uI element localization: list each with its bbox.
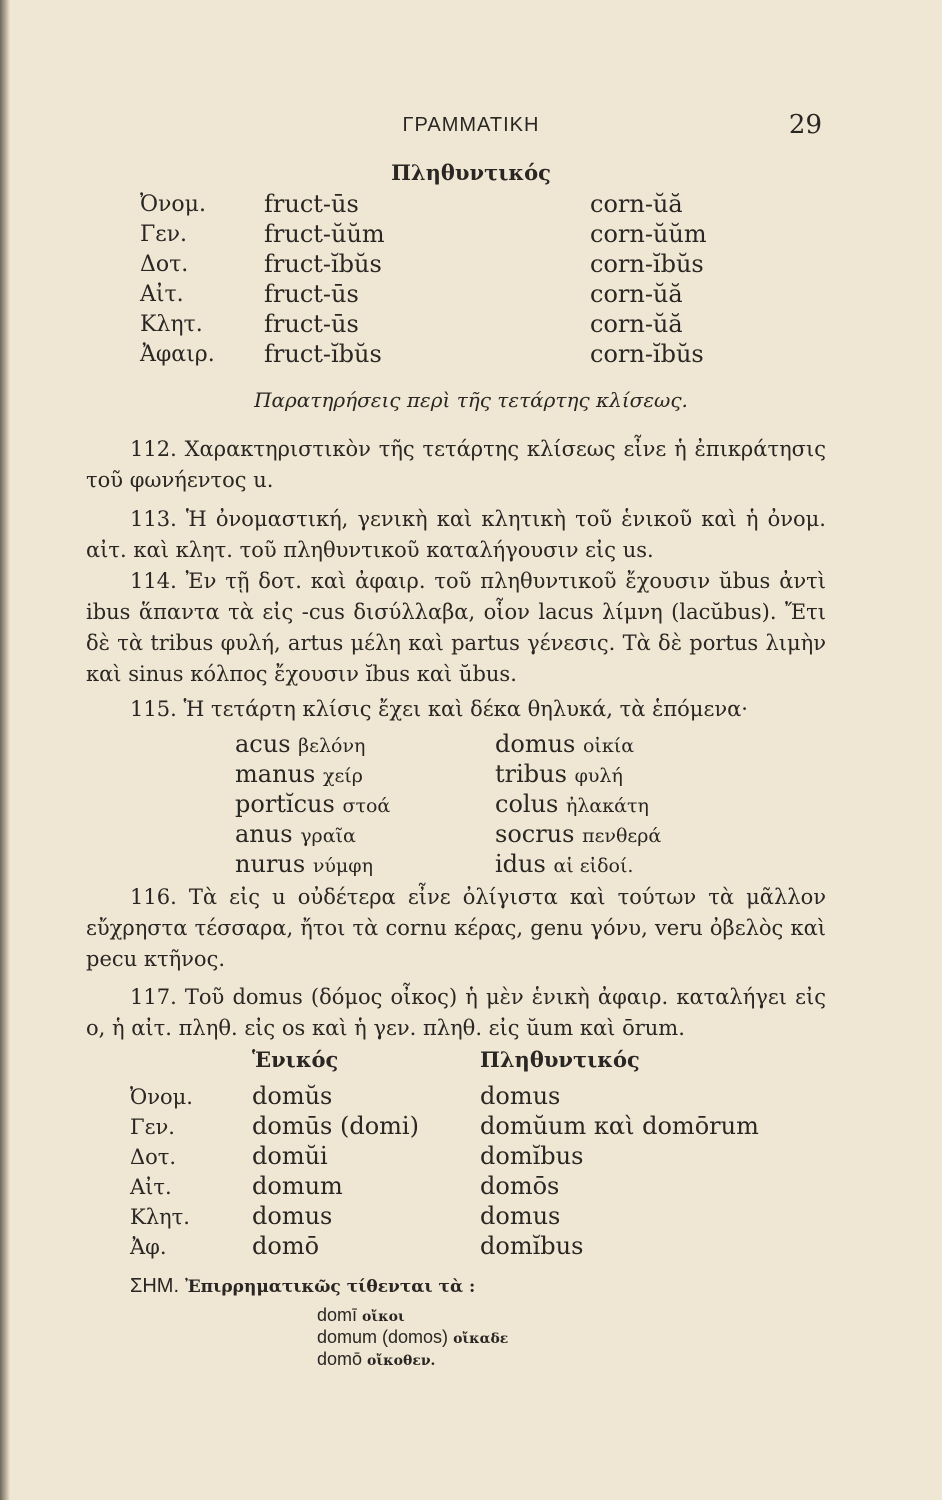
- greek-gloss: οἴκοθεν.: [367, 1353, 436, 1369]
- plural-form: domōs: [480, 1172, 560, 1200]
- paragraph-117: [86, 982, 826, 1044]
- table-row: [130, 1172, 830, 1202]
- greek-gloss: οἴκαδε: [453, 1331, 509, 1347]
- case-label: Γεν.: [130, 1115, 175, 1139]
- case-label: Κλητ.: [130, 1205, 190, 1229]
- table-row: [130, 1082, 830, 1112]
- list-item: [235, 850, 795, 880]
- cornu-form: corn-ĭbŭs: [590, 340, 704, 368]
- fructus-form: fruct-ūs: [264, 190, 359, 218]
- table-row: [130, 1232, 830, 1262]
- fourth-declension-table: [140, 190, 760, 370]
- observations-title: Παρατηρήσεις περὶ τῆς τετάρτης κλίσεως.: [254, 388, 688, 412]
- paragraph-text: Ἐν τῇ δοτ. καὶ ἀφαιρ. τοῦ πληθυντικοῦ ἔχουσιν ŭbus ἀντὶ ibus ἅπαντα τὰ εἰς -cus δισύλλαβα, οἷον lacus λίμνη (lacŭbus). Ἔτι δὲ τὰ tribus φυλή, artus μέλη καὶ partus γένεσις. Τὰ δὲ portus λιμὴν καὶ sinus κόλπος ἔχουσιν ĭbus καὶ ŭbus.: [86, 569, 826, 686]
- domus-table-headings: [0, 1047, 942, 1077]
- fructus-form: fruct-ŭŭm: [264, 220, 385, 248]
- singular-heading: Ἑνικός: [252, 1047, 339, 1072]
- latin-word: domō: [317, 1349, 363, 1369]
- table-row: [140, 340, 760, 370]
- greek-gloss: νύμφη: [312, 855, 373, 877]
- page-header: [0, 110, 942, 144]
- singular-form: domŭi: [252, 1142, 328, 1170]
- note-lines: [317, 1305, 817, 1371]
- latin-word: nurus: [235, 850, 306, 878]
- paragraph-115: [86, 694, 826, 725]
- plural-form: domus: [480, 1202, 561, 1230]
- case-label: Δοτ.: [140, 252, 189, 277]
- case-label: Αἰτ.: [130, 1175, 172, 1199]
- paragraph-116: [86, 882, 826, 975]
- latin-word: socrus: [495, 820, 575, 848]
- list-item: [235, 760, 795, 790]
- cornu-form: corn-ŭă: [590, 190, 683, 218]
- latin-word: tribus: [495, 760, 567, 788]
- list-item: [317, 1327, 817, 1349]
- greek-gloss: οἰκία: [582, 735, 635, 757]
- plural-form: domŭum καὶ domōrum: [480, 1112, 759, 1140]
- list-item: [235, 790, 795, 820]
- table-row: [140, 220, 760, 250]
- singular-form: domō: [252, 1232, 320, 1260]
- singular-form: domŭs: [252, 1082, 333, 1110]
- table-row: [140, 190, 760, 220]
- plural-heading: Πληθυντικός: [480, 1047, 640, 1072]
- latin-word: acus: [235, 730, 291, 758]
- paragraph-text: Τὰ εἰς u οὐδέτερα εἶνε ὀλίγιστα καὶ τούτων τὰ μᾶλλον εὔχρηστα τέσσαρα, ἤτοι τὰ cornu κέρας, genu γόνυ, veru ὀβελὸς καὶ pecu κτῆνος.: [86, 885, 826, 971]
- table-row: [130, 1112, 830, 1142]
- paragraph-113: [86, 504, 826, 566]
- greek-gloss: στοά: [342, 795, 391, 817]
- paragraph-114: [86, 566, 826, 690]
- latin-word: manus: [235, 760, 316, 788]
- fructus-form: fruct-ūs: [264, 310, 359, 338]
- plural-form: domĭbus: [480, 1232, 584, 1260]
- paragraph-number: 116.: [130, 885, 177, 909]
- paragraph-number: 112.: [130, 437, 177, 461]
- paragraph-number: 114.: [130, 569, 177, 593]
- fructus-form: fruct-ūs: [264, 280, 359, 308]
- list-item: [235, 820, 795, 850]
- plural-form: domus: [480, 1082, 561, 1110]
- feminine-nouns-list: [235, 730, 795, 880]
- greek-gloss: οἴκοι: [362, 1309, 405, 1325]
- page-number: 29: [788, 110, 822, 140]
- case-label: Ἀφ.: [130, 1235, 167, 1259]
- cornu-form: corn-ŭă: [590, 280, 683, 308]
- singular-form: domus: [252, 1202, 333, 1230]
- latin-word: colus: [495, 790, 559, 818]
- fructus-form: fruct-ĭbŭs: [264, 250, 382, 278]
- greek-gloss: ἠλακάτη: [565, 795, 649, 817]
- fructus-form: fruct-ĭbŭs: [264, 340, 382, 368]
- page-binding-edge: [0, 0, 10, 1500]
- paragraph-text: Ἡ ὀνομαστική, γενικὴ καὶ κλητικὴ τοῦ ἑνικοῦ καὶ ἡ ὀνομ. αἰτ. καὶ κλητ. τοῦ πληθυντικοῦ καταλήγουσιν εἰς us.: [86, 507, 826, 562]
- case-label: Δοτ.: [130, 1145, 177, 1169]
- running-title: ΓΡΑΜΜΑΤΙΚΗ: [402, 114, 540, 136]
- latin-word: domum (domos): [317, 1327, 449, 1347]
- list-item: [317, 1349, 817, 1371]
- greek-gloss: βελόνη: [298, 735, 366, 757]
- paragraph-number: 117.: [130, 985, 177, 1009]
- singular-form: domūs (domi): [252, 1112, 419, 1140]
- paragraph-112: [86, 434, 826, 496]
- case-label: Ὀνομ.: [130, 1085, 193, 1109]
- paragraph-text: Χαρακτηριστικὸν τῆς τετάρτης κλίσεως εἶνε ἡ ἐπικράτησις τοῦ φωνήεντος u.: [86, 437, 826, 492]
- paragraph-text: Τοῦ domus (δόμος οἶκος) ἡ μὲν ἑνικὴ ἀφαιρ. καταλήγει εἰς o, ἡ αἰτ. πληθ. εἰς os καὶ ἡ γεν. πληθ. εἰς ŭum καὶ ōrum.: [86, 985, 826, 1040]
- table-row: [140, 310, 760, 340]
- case-label: Ὀνομ.: [140, 192, 206, 217]
- cornu-form: corn-ĭbŭs: [590, 250, 704, 278]
- plural-heading: Πληθυντικός: [391, 160, 551, 185]
- paragraph-number: 113.: [130, 507, 177, 531]
- table-row: [140, 280, 760, 310]
- domus-declension-table: [130, 1082, 830, 1262]
- greek-gloss: χείρ: [322, 765, 363, 787]
- latin-word: idus: [495, 850, 546, 878]
- cornu-form: corn-ŭă: [590, 310, 683, 338]
- greek-gloss: γραῖα: [300, 825, 356, 847]
- table-row: [140, 250, 760, 280]
- latin-word: anus: [235, 820, 293, 848]
- table-row: [130, 1142, 830, 1172]
- case-label: Αἰτ.: [140, 282, 184, 307]
- note-intro: Ἐπιρρηματικῶς τίθενται τὰ :: [185, 1277, 476, 1297]
- case-label: Γεν.: [140, 222, 188, 247]
- note-block: [130, 1275, 830, 1369]
- paragraph-text: Ἡ τετάρτη κλίσις ἔχει καὶ δέκα θηλυκά, τὰ ἑπόμενα·: [183, 697, 748, 721]
- paragraph-number: 115.: [130, 697, 177, 721]
- latin-word: portĭcus: [235, 790, 335, 818]
- greek-gloss: πενθερά: [582, 825, 662, 847]
- greek-gloss: αἱ εἰδοί.: [553, 855, 634, 877]
- plural-form: domĭbus: [480, 1142, 584, 1170]
- note-label: ΣΗΜ.: [130, 1275, 180, 1297]
- case-label: Κλητ.: [140, 312, 203, 337]
- list-item: [235, 730, 795, 760]
- latin-word: domī: [317, 1305, 358, 1325]
- cornu-form: corn-ŭŭm: [590, 220, 707, 248]
- case-label: Ἀφαιρ.: [140, 342, 215, 367]
- table-row: [130, 1202, 830, 1232]
- list-item: [317, 1305, 817, 1327]
- singular-form: domum: [252, 1172, 343, 1200]
- greek-gloss: φυλή: [574, 765, 623, 787]
- latin-word: domus: [495, 730, 576, 758]
